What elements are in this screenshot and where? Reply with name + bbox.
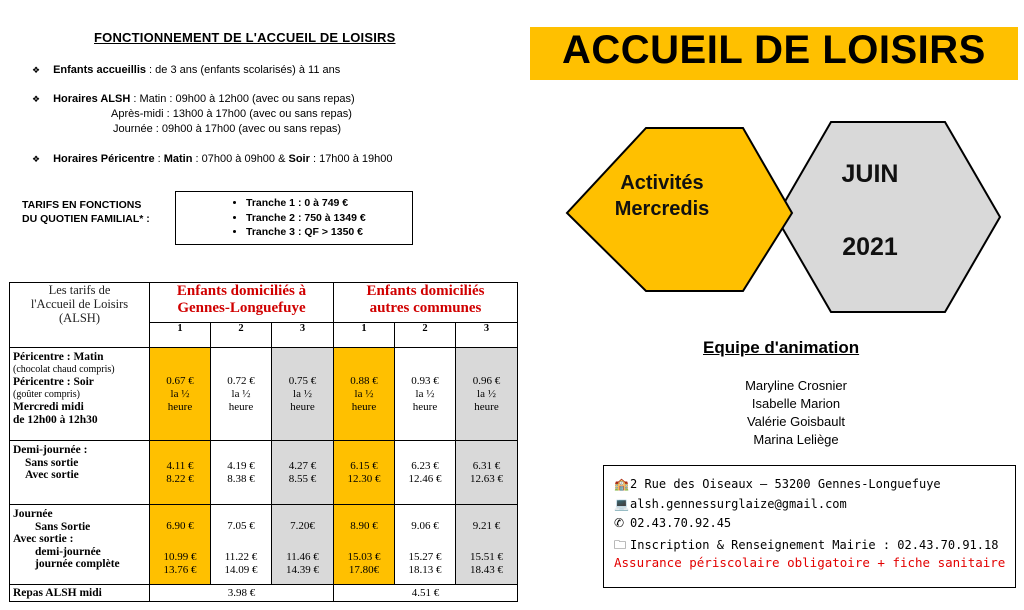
team-member: Maryline Crosnier xyxy=(745,378,847,393)
row-label-pericentre: Péricentre : Matin (chocolat chaud compris) Péricentre : Soir (goûter compris) Mercredi midi de 12h00 à 12h30 xyxy=(10,348,150,441)
diamond-bullet-icon: ❖ xyxy=(32,65,41,75)
team-member: Marina Leliège xyxy=(753,432,839,447)
year-label: 2021 xyxy=(842,233,898,261)
price-cell: 7.20€ 11.46 € 14.39 € xyxy=(272,505,334,585)
building-icon: 🏫 xyxy=(614,477,629,491)
enfants-label: Enfants accueillis xyxy=(53,64,146,76)
phone-line: ✆ 02.43.70.92.45 xyxy=(614,516,732,530)
table-row xyxy=(10,505,518,585)
email-line: 💻alsh.gennessurglaize@gmail.com xyxy=(614,497,847,511)
price-cell: 6.31 € 12.63 € xyxy=(456,441,518,505)
table-row xyxy=(10,348,518,441)
month-label: JUIN xyxy=(841,160,899,188)
phone-icon: ✆ xyxy=(614,516,625,530)
row-label-repas: Repas ALSH midi xyxy=(10,585,150,602)
tranche-item: • Tranche 1 : 0 à 749 € xyxy=(246,196,412,211)
folder-icon: 🗀 xyxy=(614,538,627,552)
table-corner: Les tarifs de l'Accueil de Loisirs (ALSH) xyxy=(10,283,150,348)
tranche-box xyxy=(175,191,413,245)
price-cell: 8.90 € 15.03 € 17.80€ xyxy=(334,505,395,585)
insurance-note: Assurance périscolaire obligatoire + fiche sanitaire xyxy=(614,555,1006,570)
horaires-journee: Journée : 09h00 à 17h00 (avec ou sans repas) xyxy=(113,123,342,135)
tranche-item: • Tranche 2 : 750 à 1349 € xyxy=(246,211,412,226)
price-cell: 0.67 € la ½ heure xyxy=(150,348,211,441)
hexagon-grey xyxy=(776,122,1000,312)
horaires-matin: : Matin : 09h00 à 12h00 (avec ou sans repas) xyxy=(130,93,355,105)
col-header: 3 xyxy=(456,323,518,348)
price-cell: 4.51 € xyxy=(334,585,518,602)
col-header: 3 xyxy=(272,323,334,348)
table-row xyxy=(10,441,518,505)
price-cell: 4.19 € 8.38 € xyxy=(211,441,272,505)
horaires-line xyxy=(32,93,355,105)
diamond-bullet-icon: ❖ xyxy=(32,94,41,104)
hex-activities-label: Activités Mercredis xyxy=(614,172,710,220)
team-member: Valérie Goisbault xyxy=(746,414,846,429)
price-cell: 0.96 € la ½ heure xyxy=(456,348,518,441)
price-cell: 9.06 € 15.27 € 18.13 € xyxy=(395,505,456,585)
horaires-apresmidi: Après-midi : 13h00 à 17h00 (avec ou sans repas) xyxy=(111,108,352,120)
diamond-bullet-icon: ❖ xyxy=(32,154,41,164)
tarif-table xyxy=(9,282,518,602)
row-label-journee: Journée Sans Sortie Avec sortie : demi-journée journée complète xyxy=(10,505,150,585)
enfants-text: : de 3 ans (enfants scolarisés) à 11 ans xyxy=(146,64,341,76)
col-header: 1 xyxy=(150,323,211,348)
team-title: Equipe d'animation xyxy=(703,338,860,357)
row-label-demi-journee: Demi-journée : Sans sortie Avec sortie xyxy=(10,441,150,505)
price-cell: 0.72 € la ½ heure xyxy=(211,348,272,441)
pericentre-line: ❖ Horaires Péricentre : Matin : 07h00 à 09h00 & Soir : 17h00 à 19h00 xyxy=(32,153,393,165)
price-cell: 7.05 € 11.22 € 14.09 € xyxy=(211,505,272,585)
price-cell: 4.27 € 8.55 € xyxy=(272,441,334,505)
price-cell: 0.75 € la ½ heure xyxy=(272,348,334,441)
tranche-item: • Tranche 3 : QF > 1350 € xyxy=(246,225,412,240)
price-cell: 6.90 € 10.99 € 13.76 € xyxy=(150,505,211,585)
enfants-line xyxy=(32,64,340,76)
col-header: 1 xyxy=(334,323,395,348)
address-line: 🏫2 Rue des Oiseaux – 53200 Gennes-Longuefuye xyxy=(614,477,941,491)
tarifs-label: TARIFS EN FONCTIONS DU QUOTIEN FAMILIAL* : xyxy=(22,199,150,225)
col-header: 2 xyxy=(395,323,456,348)
price-cell: 0.93 € la ½ heure xyxy=(395,348,456,441)
horaires-label: Horaires ALSH xyxy=(53,93,131,105)
inscription-line: 🗀 Inscription & Renseignement Mairie : 02.43.70.91.18 xyxy=(614,536,998,557)
computer-icon: 💻 xyxy=(614,497,629,511)
price-cell: 0.88 € la ½ heure xyxy=(334,348,395,441)
col-header: 2 xyxy=(211,323,272,348)
price-cell: 3.98 € xyxy=(150,585,334,602)
group-header-autres: Enfants domiciliés autres communes xyxy=(334,283,518,323)
price-cell: 9.21 € 15.51 € 18.43 € xyxy=(456,505,518,585)
price-cell: 4.11 € 8.22 € xyxy=(150,441,211,505)
group-header-gennes: Enfants domiciliés à Gennes-Longuefuye xyxy=(150,283,334,323)
team-member: Isabelle Marion xyxy=(751,396,841,411)
section-title: FONCTIONNEMENT DE L'ACCUEIL DE LOISIRS xyxy=(94,30,396,45)
pericentre-label: Horaires Péricentre xyxy=(53,153,155,165)
price-cell: 6.15 € 12.30 € xyxy=(334,441,395,505)
page-title: ACCUEIL DE LOISIRS xyxy=(562,28,986,72)
table-row xyxy=(10,585,518,602)
price-cell: 6.23 € 12.46 € xyxy=(395,441,456,505)
